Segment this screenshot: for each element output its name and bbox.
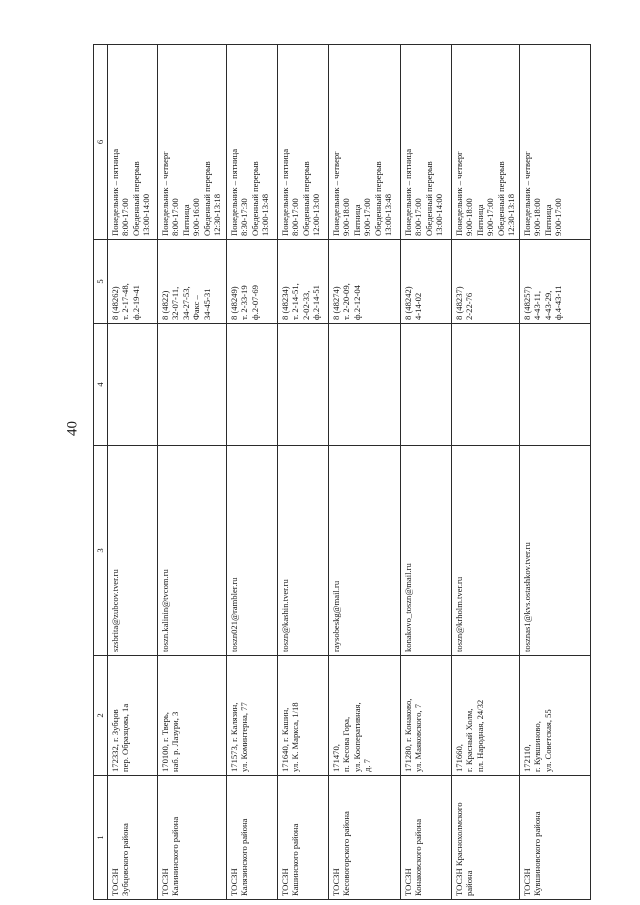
working-hours-line: Понедельник – четверг bbox=[521, 151, 532, 236]
working-hours-line: 8:00-17:00 bbox=[120, 198, 131, 236]
phones-line: т. 2-17-48, bbox=[120, 283, 131, 320]
working-hours-line: 12:30-13:18 bbox=[506, 193, 517, 236]
table-row bbox=[452, 45, 520, 900]
working-hours-line: 8:00-17:00 bbox=[290, 198, 301, 236]
working-hours-line: 8:00-17:00 bbox=[413, 198, 424, 236]
agencies-table bbox=[93, 44, 591, 900]
column-4-cell bbox=[108, 324, 158, 446]
column-number: 5 bbox=[94, 240, 108, 324]
address-line: ул. Коминтерна, 77 bbox=[239, 702, 250, 772]
agency-name-cell bbox=[108, 776, 158, 900]
column-number: 2 bbox=[94, 656, 108, 776]
phones-line: 8 (48237) bbox=[454, 286, 464, 320]
email-cell: szsbrita@zubcov.tver.ru bbox=[108, 446, 158, 656]
phones-line: 4-43-29, bbox=[542, 290, 553, 320]
phones-line: 2-02-33, bbox=[300, 290, 311, 320]
column-4-cell bbox=[401, 324, 452, 446]
working-hours-line: 9:00-18:00 bbox=[464, 198, 475, 236]
working-hours-line: Пятница bbox=[542, 204, 553, 236]
agency-name-line: ТОСЗН bbox=[521, 868, 532, 896]
phones-line: 4-14-02 bbox=[413, 292, 424, 320]
address-line: 171280, г. Конаково, bbox=[403, 698, 413, 772]
working-hours-line: Обеденный перерыв bbox=[495, 161, 506, 236]
agency-name-line: района bbox=[464, 870, 475, 896]
address-cell bbox=[158, 656, 227, 776]
table-row bbox=[158, 45, 227, 900]
working-hours-line: Понедельник – четверг bbox=[454, 151, 464, 236]
working-hours-line: Обеденный перерыв bbox=[201, 161, 212, 236]
agency-name-cell bbox=[452, 776, 520, 900]
agency-name-line: ТОСЗН bbox=[229, 868, 239, 896]
column-number: 3 bbox=[94, 446, 108, 656]
address-line: г. Красный Холм, bbox=[464, 708, 475, 772]
agency-name-line: ТОСЗН bbox=[280, 868, 290, 896]
agency-name-line: Калининского района bbox=[170, 816, 181, 896]
address-cell bbox=[452, 656, 520, 776]
address-cell bbox=[329, 656, 401, 776]
phones-line: 8 (48262) bbox=[110, 286, 120, 320]
email-cell: tosznas1@kvs.ostashkov.tver.ru bbox=[519, 446, 590, 656]
agency-name-line: ТОСЗН bbox=[110, 868, 120, 896]
working-hours-line: Обеденный перерыв bbox=[249, 161, 260, 236]
working-hours-line: Понедельник – четверг bbox=[331, 151, 341, 236]
working-hours-line: 12:30-13:18 bbox=[212, 193, 223, 236]
working-hours-line: Пятница bbox=[474, 204, 485, 236]
phones-line: 8 (48249) bbox=[229, 286, 239, 320]
phones-line: ф.2-12-04 bbox=[351, 285, 362, 320]
address-line: д. 7 bbox=[362, 759, 373, 772]
working-hours-line: Обеденный перерыв bbox=[300, 161, 311, 236]
address-cell bbox=[227, 656, 278, 776]
phones-line: ф.2-07-69 bbox=[249, 285, 260, 320]
working-hours-line: 9:00-17:00 bbox=[485, 198, 496, 236]
email-cell: toszn021@rambler.ru bbox=[227, 446, 278, 656]
column-4-cell bbox=[452, 324, 520, 446]
working-hours-line: 9:00-16:00 bbox=[191, 198, 202, 236]
working-hours-line: 8:30-17:30 bbox=[239, 198, 250, 236]
phones-cell bbox=[158, 240, 227, 324]
address-line: 172110, bbox=[521, 744, 532, 772]
table-row bbox=[329, 45, 401, 900]
column-number-row bbox=[94, 45, 108, 900]
address-line: п. Кесова Гора, bbox=[341, 716, 352, 772]
phones-line: 34-45-31 bbox=[201, 288, 212, 320]
address-cell bbox=[108, 656, 158, 776]
phones-cell bbox=[452, 240, 520, 324]
working-hours-line: Обеденный перерыв bbox=[130, 161, 141, 236]
email-cell: toszn@krholm.tver.ru bbox=[452, 446, 520, 656]
address-line: наб. р. Лазури, 3 bbox=[170, 711, 181, 772]
agency-name-line: ТОСЗН Краснохолмского bbox=[454, 802, 464, 896]
page-number: 40 bbox=[64, 421, 81, 436]
working-hours-cell bbox=[401, 45, 452, 240]
email-cell: toszn.kalinin@tvcom.ru bbox=[158, 446, 227, 656]
working-hours-cell bbox=[108, 45, 158, 240]
phones-line: 34-27-53, bbox=[180, 286, 191, 320]
working-hours-line: 8:00-17:00 bbox=[170, 198, 181, 236]
agency-name-line: Зубцовского района bbox=[120, 823, 131, 896]
working-hours-cell bbox=[158, 45, 227, 240]
working-hours-line: 12:00-13:00 bbox=[311, 193, 322, 236]
address-line: 171470, bbox=[331, 744, 341, 772]
working-hours-line: 9:00-18:00 bbox=[532, 198, 543, 236]
address-line: ул. Советская, 55 bbox=[542, 709, 553, 772]
agency-name-line: Конаковского района bbox=[413, 818, 424, 896]
table-row bbox=[227, 45, 278, 900]
address-line: 171660, bbox=[454, 744, 464, 772]
working-hours-line: Понедельник – четверг bbox=[160, 151, 170, 236]
working-hours-line: 9:00-17:00 bbox=[553, 198, 564, 236]
address-line: 170100, г. Тверь, bbox=[160, 712, 170, 772]
phones-line: 8 (48234) bbox=[280, 286, 290, 320]
working-hours-line: Понедельник – пятница bbox=[229, 148, 239, 236]
phones-line: 2-22-76 bbox=[464, 292, 475, 320]
phones-line: ф.2-14-51 bbox=[311, 285, 322, 320]
agency-name-line: Калязинского района bbox=[239, 818, 250, 896]
working-hours-cell bbox=[329, 45, 401, 240]
phones-cell bbox=[519, 240, 590, 324]
agency-name-cell bbox=[519, 776, 590, 900]
working-hours-cell bbox=[278, 45, 329, 240]
agency-name-cell bbox=[401, 776, 452, 900]
phones-line: т. 2-33-19 bbox=[239, 285, 250, 320]
address-cell bbox=[278, 656, 329, 776]
agency-name-line: Кесовогорского района bbox=[341, 811, 352, 896]
working-hours-cell bbox=[227, 45, 278, 240]
column-number: 4 bbox=[94, 324, 108, 446]
address-line: 171640, г. Кашин, bbox=[280, 707, 290, 772]
agency-name-cell bbox=[158, 776, 227, 900]
email-cell: toszn@kashin.tver.ru bbox=[278, 446, 329, 656]
address-line: ул. Маяковского, 7 bbox=[413, 703, 424, 772]
table-row bbox=[519, 45, 590, 900]
table-row bbox=[108, 45, 158, 900]
phones-cell bbox=[329, 240, 401, 324]
table-row bbox=[278, 45, 329, 900]
working-hours-line: Понедельник – пятница bbox=[110, 148, 120, 236]
working-hours-line: 9:00-18:00 bbox=[341, 198, 352, 236]
agency-name-line: ТОСЗН bbox=[331, 868, 341, 896]
phones-line: 8 (48257) bbox=[521, 286, 532, 320]
phones-cell bbox=[401, 240, 452, 324]
working-hours-line: Понедельник – пятница bbox=[403, 148, 413, 236]
working-hours-cell bbox=[452, 45, 520, 240]
phones-line: т. 2-20-09, bbox=[341, 283, 352, 320]
address-line: ул. К. Маркса, 1/18 bbox=[290, 702, 301, 772]
phones-line: т. 2-14-51, bbox=[290, 283, 301, 320]
phones-line: Факс – bbox=[191, 295, 202, 320]
agency-name-line: Кувшиновского района bbox=[532, 811, 543, 896]
working-hours-line: 13:00-13:48 bbox=[260, 193, 271, 236]
email-cell: konakovo_toszn@mail.ru bbox=[401, 446, 452, 656]
address-cell bbox=[401, 656, 452, 776]
agency-name-line: Кашинского района bbox=[290, 823, 301, 896]
column-4-cell bbox=[227, 324, 278, 446]
agency-name-line: ТОСЗН bbox=[403, 868, 413, 896]
address-cell bbox=[519, 656, 590, 776]
address-line: 172332, г. Зубцов bbox=[110, 709, 120, 772]
column-4-cell bbox=[278, 324, 329, 446]
phones-line: ф.2-19-41 bbox=[130, 285, 141, 320]
working-hours-line: Обеденный перерыв bbox=[423, 161, 434, 236]
agency-name-cell bbox=[278, 776, 329, 900]
phones-cell bbox=[108, 240, 158, 324]
agency-name-cell bbox=[227, 776, 278, 900]
phones-line: 4-43-11, bbox=[532, 290, 543, 320]
working-hours-line: Пятница bbox=[180, 204, 191, 236]
working-hours-line: Понедельник – пятница bbox=[280, 148, 290, 236]
phones-line: 8 (48242) bbox=[403, 286, 413, 320]
column-number: 6 bbox=[94, 45, 108, 240]
working-hours-line: Пятница bbox=[351, 204, 362, 236]
address-line: г. Кувшиново, bbox=[532, 721, 543, 772]
column-4-cell bbox=[519, 324, 590, 446]
phones-cell bbox=[227, 240, 278, 324]
working-hours-cell bbox=[519, 45, 590, 240]
phones-line: 8 (48274) bbox=[331, 286, 341, 320]
working-hours-line: Обеденный перерыв bbox=[372, 161, 383, 236]
working-hours-line: 13:00-14:00 bbox=[434, 193, 445, 236]
phones-line: ф.4-43-11 bbox=[553, 285, 564, 320]
agency-name-line: ТОСЗН bbox=[160, 868, 170, 896]
phones-line: 8 (4822) bbox=[160, 290, 170, 320]
column-4-cell bbox=[158, 324, 227, 446]
table-row bbox=[401, 45, 452, 900]
address-line: пер. Образцова, 1а bbox=[120, 703, 131, 772]
working-hours-line: 13:00-14:00 bbox=[141, 193, 152, 236]
email-cell: raysobeskg@mail.ru bbox=[329, 446, 401, 656]
working-hours-line: 9:00-17:00 bbox=[362, 198, 373, 236]
address-line: ул. Кооперативная, bbox=[351, 702, 362, 772]
address-line: 171573, г. Калязин, bbox=[229, 702, 239, 772]
agency-name-cell bbox=[329, 776, 401, 900]
rotated-page bbox=[93, 45, 580, 900]
address-line: пл. Народная, 24/32 bbox=[474, 699, 485, 772]
column-4-cell bbox=[329, 324, 401, 446]
table-body bbox=[108, 45, 591, 900]
phones-cell bbox=[278, 240, 329, 324]
phones-line: 32-07-11, bbox=[170, 286, 181, 320]
column-number: 1 bbox=[94, 776, 108, 900]
working-hours-line: 13:00-13:48 bbox=[383, 193, 394, 236]
